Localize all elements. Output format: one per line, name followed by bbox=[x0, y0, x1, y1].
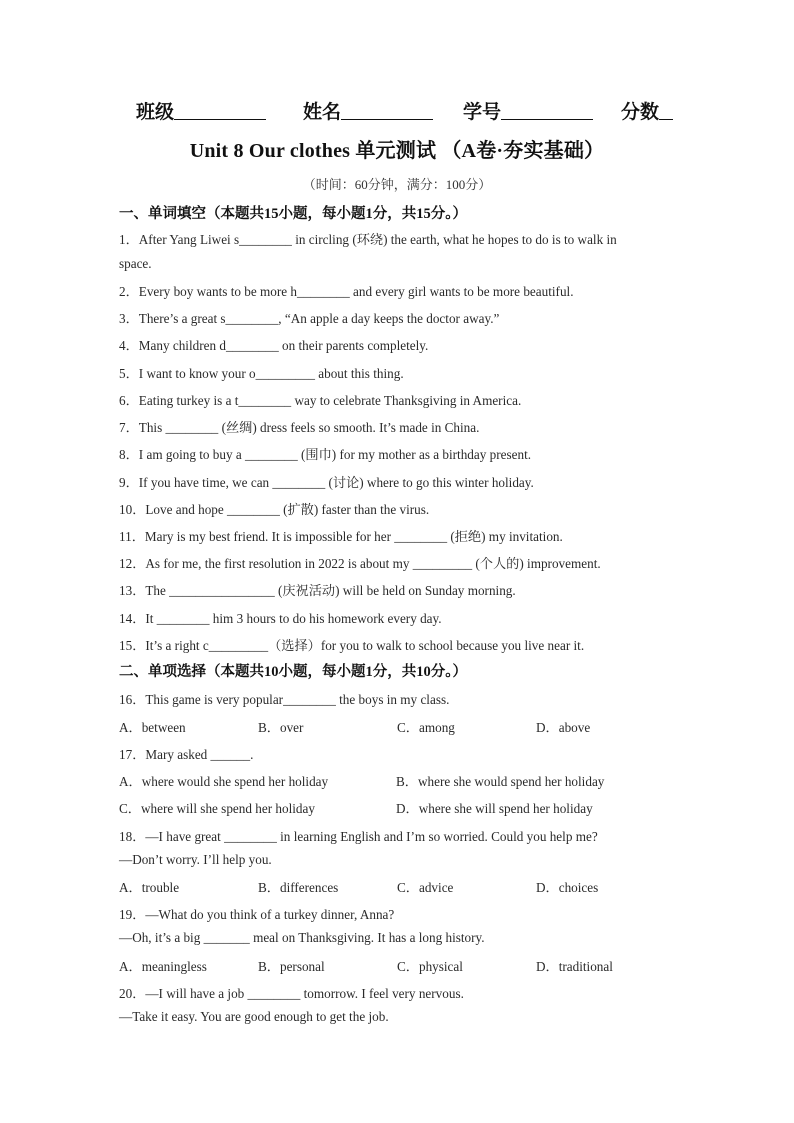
option-b[interactable]: B．differences bbox=[258, 880, 339, 895]
name-field bbox=[303, 97, 433, 124]
question-1-continued: space. bbox=[119, 256, 152, 271]
question-17-options-row2 bbox=[119, 798, 679, 816]
student-number-blank[interactable] bbox=[501, 101, 593, 120]
question-5: 5．I want to know your o_________ about this thing. bbox=[119, 366, 404, 381]
question-4: 4．Many children d________ on their parents completely. bbox=[119, 338, 429, 353]
score-field bbox=[621, 97, 673, 124]
class-label: 班级 bbox=[136, 102, 175, 123]
option-b[interactable]: B．where she would spend her holiday bbox=[396, 774, 605, 789]
question-13: 13．The ________________ (庆祝活动) will be held on Sunday morning. bbox=[119, 583, 516, 598]
question-11: 11．Mary is my best friend. It is impossible for her ________ (拒绝) my invitation. bbox=[119, 529, 563, 544]
option-d[interactable]: D．choices bbox=[536, 880, 599, 895]
name-label: 姓名 bbox=[303, 102, 342, 123]
option-c[interactable]: C．advice bbox=[397, 880, 454, 895]
option-d[interactable]: D．where she will spend her holiday bbox=[396, 801, 593, 816]
question-9: 9．If you have time, we can ________ (讨论) where to go this winter holiday. bbox=[119, 475, 534, 490]
question-1: 1．After Yang Liwei s________ in circling (环绕) the earth, what he hopes to do is to walk in bbox=[119, 232, 617, 247]
option-a[interactable]: A．between bbox=[119, 720, 186, 735]
question-2: 2．Every boy wants to be more h________ and every girl wants to be more beautiful. bbox=[119, 284, 574, 299]
question-20: 20．—I will have a job ________ tomorrow. I feel very nervous. bbox=[119, 986, 464, 1001]
question-19-options bbox=[119, 956, 679, 974]
class-field bbox=[136, 97, 266, 124]
option-b[interactable]: B．personal bbox=[258, 959, 325, 974]
option-b[interactable]: B．over bbox=[258, 720, 304, 735]
score-blank[interactable] bbox=[659, 101, 673, 120]
question-16-options bbox=[119, 717, 679, 735]
option-a[interactable]: A．trouble bbox=[119, 880, 180, 895]
question-8: 8．I am going to buy a ________ (围巾) for my mother as a birthday present. bbox=[119, 447, 532, 462]
page-subtitle: （时间：60分钟，满分：100分） bbox=[302, 177, 492, 192]
option-a[interactable]: A．where would she spend her holiday bbox=[119, 774, 329, 789]
question-19-response: —Oh, it’s a big _______ meal on Thanksgiving. It has a long history. bbox=[119, 930, 485, 945]
score-label: 分数 bbox=[621, 102, 660, 123]
option-c[interactable]: C．among bbox=[397, 720, 455, 735]
question-16: 16．This game is very popular________ the boys in my class. bbox=[119, 692, 450, 707]
page-title: Unit 8 Our clothes 单元测试 （A卷·夯实基础） bbox=[189, 140, 605, 162]
question-19: 19．—What do you think of a turkey dinner, Anna? bbox=[119, 907, 395, 922]
student-number-label: 学号 bbox=[463, 102, 502, 123]
question-3: 3．There’s a great s________, “An apple a day keeps the doctor away.” bbox=[119, 311, 500, 326]
option-d[interactable]: D．above bbox=[536, 720, 591, 735]
question-14: 14．It ________ him 3 hours to do his homework every day. bbox=[119, 611, 442, 626]
question-18-options bbox=[119, 877, 679, 895]
question-6: 6．Eating turkey is a t________ way to celebrate Thanksgiving in America. bbox=[119, 393, 522, 408]
option-c[interactable]: C．where will she spend her holiday bbox=[119, 801, 315, 816]
class-blank[interactable] bbox=[174, 101, 266, 120]
question-10: 10．Love and hope ________ (扩散) faster than the virus. bbox=[119, 502, 430, 517]
student-number-field bbox=[463, 97, 593, 124]
question-7: 7．This ________ (丝绸) dress feels so smooth. It’s made in China. bbox=[119, 420, 480, 435]
section2-heading: 二、单项选择（本题共10小题，每小题1分，共10分。） bbox=[119, 664, 467, 680]
name-blank[interactable] bbox=[341, 101, 433, 120]
section1-heading: 一、单词填空（本题共15小题，每小题1分，共15分。） bbox=[119, 206, 467, 222]
question-18: 18．—I have great ________ in learning English and I’m so worried. Could you help me? bbox=[119, 829, 598, 844]
question-17: 17．Mary asked ______. bbox=[119, 747, 254, 762]
option-d[interactable]: D．traditional bbox=[536, 959, 613, 974]
question-20-response: —Take it easy. You are good enough to get the job. bbox=[119, 1009, 389, 1024]
option-a[interactable]: A．meaningless bbox=[119, 959, 207, 974]
question-12: 12．As for me, the first resolution in 2022 is about my _________ (个人的) improvement. bbox=[119, 556, 601, 571]
question-15: 15．It’s a right c_________（选择）for you to walk to school because you live near it. bbox=[119, 638, 585, 653]
option-c[interactable]: C．physical bbox=[397, 959, 463, 974]
question-18-response: —Don’t worry. I’ll help you. bbox=[119, 852, 272, 867]
question-17-options-row1 bbox=[119, 771, 679, 789]
